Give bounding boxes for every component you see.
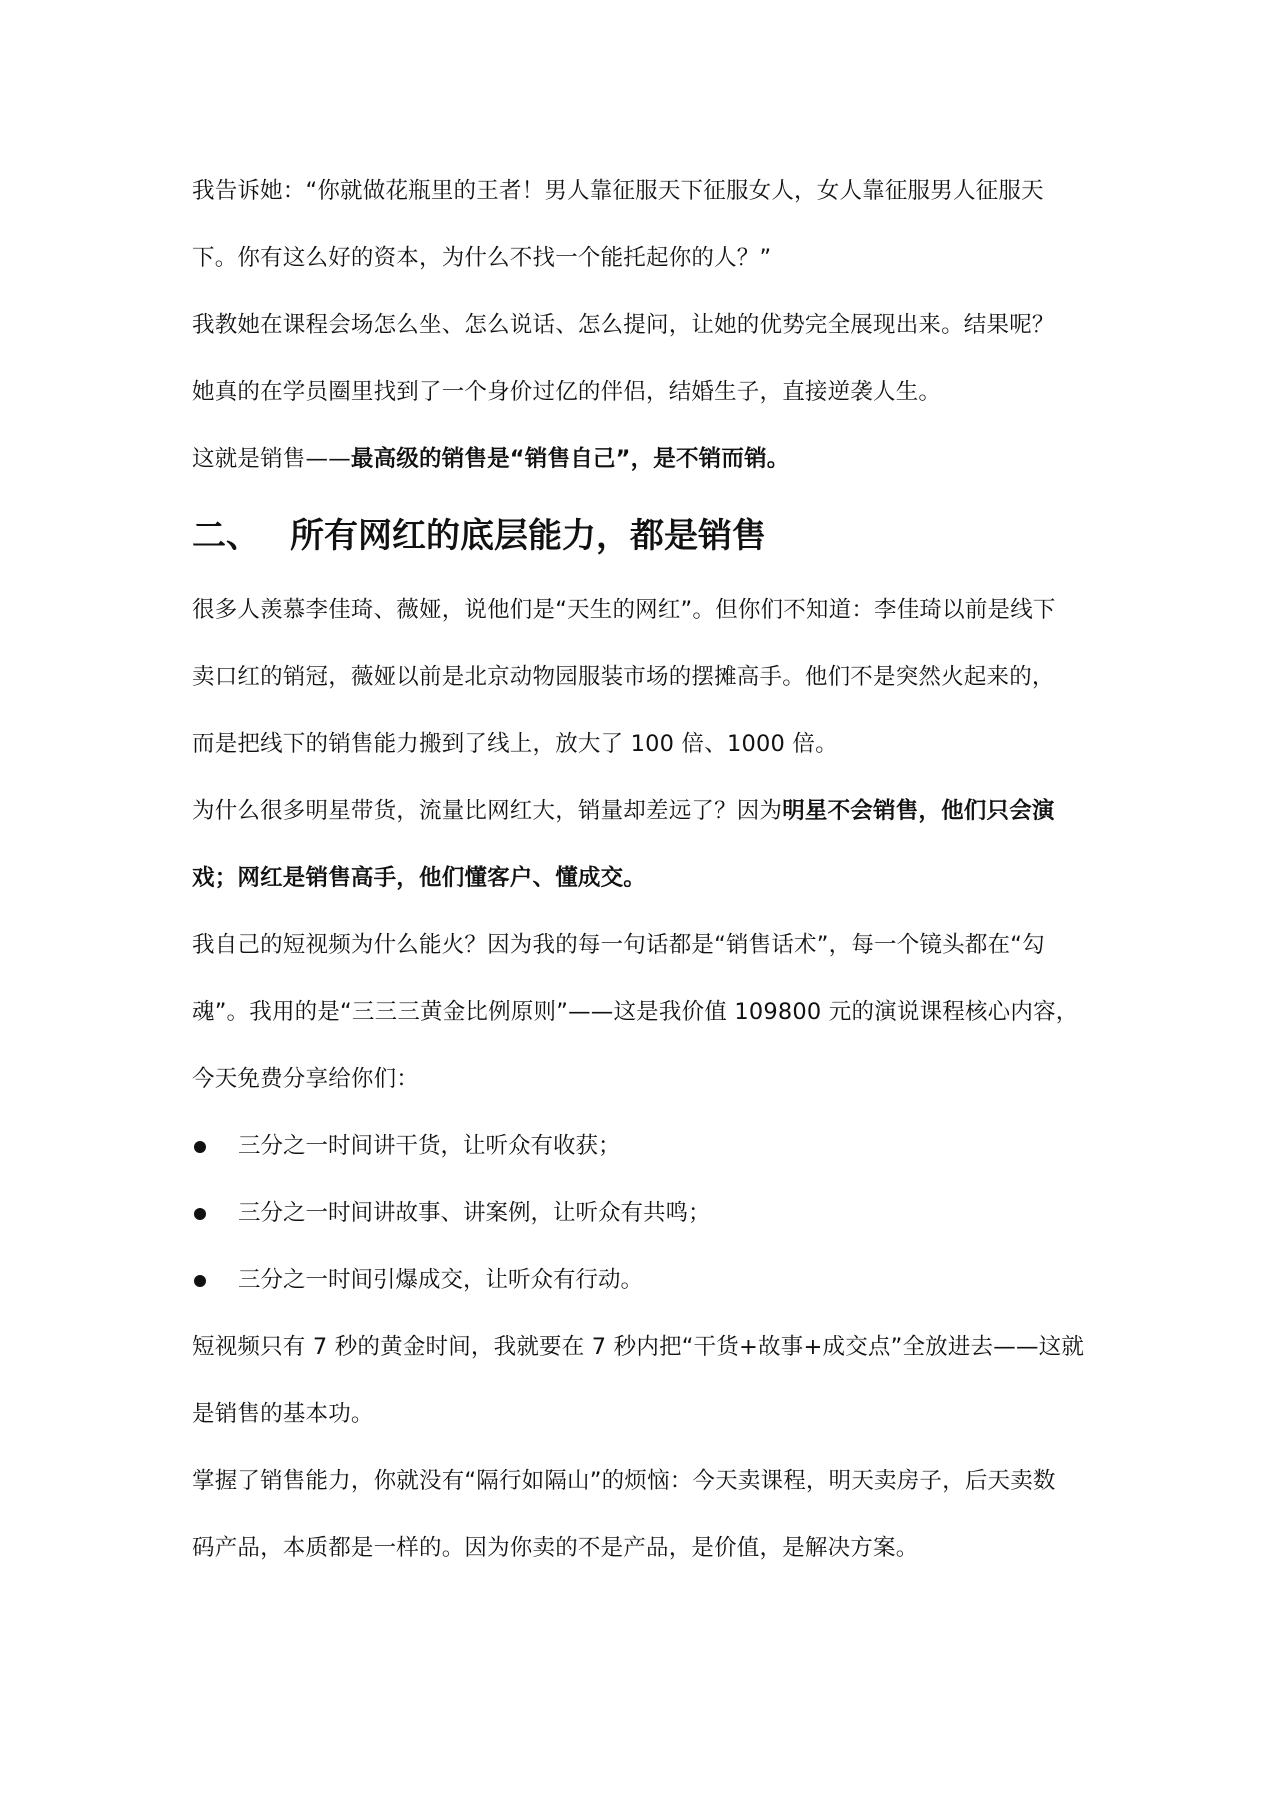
section-number: 二、	[192, 516, 260, 556]
text-line: 是销售的基本功。	[192, 1401, 374, 1427]
paragraph	[192, 426, 1092, 493]
bullet-list	[192, 1113, 1092, 1314]
bold-text: 戏；网红是销售高手，他们懂客户、懂成交。	[192, 865, 647, 891]
list-item	[192, 1247, 1092, 1314]
list-item-text: 三分之一时间引爆成交，让听众有行动。	[238, 1267, 644, 1293]
text-line: 掌握了销售能力，你就没有“隔行如隔山”的烦恼：今天卖课程，明天卖房子，后天卖数	[192, 1468, 1056, 1494]
list-item	[192, 1180, 1092, 1247]
paragraph	[192, 158, 1092, 292]
text-line: 而是把线下的销售能力搬到了线上，放大了 100 倍、1000 倍。	[192, 731, 838, 757]
list-item-text: 三分之一时间讲干货，让听众有收获；	[238, 1133, 621, 1159]
list-item-text: 三分之一时间讲故事、讲案例，让听众有共鸣；	[238, 1200, 711, 1226]
text-line: 码产品，本质都是一样的。因为你卖的不是产品，是价值，是解决方案。	[192, 1535, 919, 1561]
text-line: 我告诉她：“你就做花瓶里的王者！男人靠征服天下征服女人，女人靠征服男人征服天	[192, 178, 1044, 204]
paragraph	[192, 577, 1092, 778]
text-line: 短视频只有 7 秒的黄金时间，我就要在 7 秒内把“干货+故事+成交点”全放进去——这就	[192, 1334, 1085, 1360]
plain-text: 为什么很多明星带货，流量比网红大，销量却差远了？因为	[192, 798, 783, 824]
text-line: 很多人羡慕李佳琦、薇娅，说他们是“天生的网红”。但你们不知道：李佳琦以前是线下	[192, 597, 1056, 623]
bullet-dot-icon	[194, 1208, 206, 1220]
paragraph	[192, 912, 1092, 1113]
paragraph	[192, 778, 1092, 912]
text-line: 我自己的短视频为什么能火？因为我的每一句话都是“销售话术”，每一个镜头都在“勾	[192, 932, 1045, 958]
text-line: 魂”。我用的是“三三三黄金比例原则”——这是我价值 109800 元的演说课程核心内容，	[192, 999, 1079, 1025]
text-line	[192, 426, 1092, 493]
text-line	[192, 778, 1092, 845]
document-body	[192, 158, 1092, 1582]
list-item	[192, 1113, 1092, 1180]
text-line: 我教她在课程会场怎么坐、怎么说话、怎么提问，让她的优势完全展现出来。结果呢？	[192, 312, 1055, 338]
bold-text: 最高级的销售是“销售自己”，是不销而销。	[350, 446, 790, 472]
paragraph	[192, 292, 1092, 426]
bullet-dot-icon	[194, 1141, 206, 1153]
paragraph	[192, 1448, 1092, 1582]
text-line: 她真的在学员圈里找到了一个身价过亿的伴侣，结婚生子，直接逆袭人生。	[192, 379, 942, 405]
text-line	[192, 845, 1092, 912]
text-line: 下。你有这么好的资本，为什么不找一个能托起你的人？”	[192, 245, 772, 271]
text-line: 今天免费分享给你们：	[192, 1066, 420, 1092]
text-line: 卖口红的销冠，薇娅以前是北京动物园服装市场的摆摊高手。他们不是突然火起来的，	[192, 664, 1055, 690]
plain-text: 这就是销售——	[192, 446, 351, 472]
bullet-dot-icon	[194, 1275, 206, 1287]
paragraph	[192, 1314, 1092, 1448]
bold-text: 明星不会销售，他们只会演	[782, 798, 1055, 824]
section-title: 所有网红的底层能力，都是销售	[290, 516, 766, 556]
section-heading	[192, 511, 1092, 561]
